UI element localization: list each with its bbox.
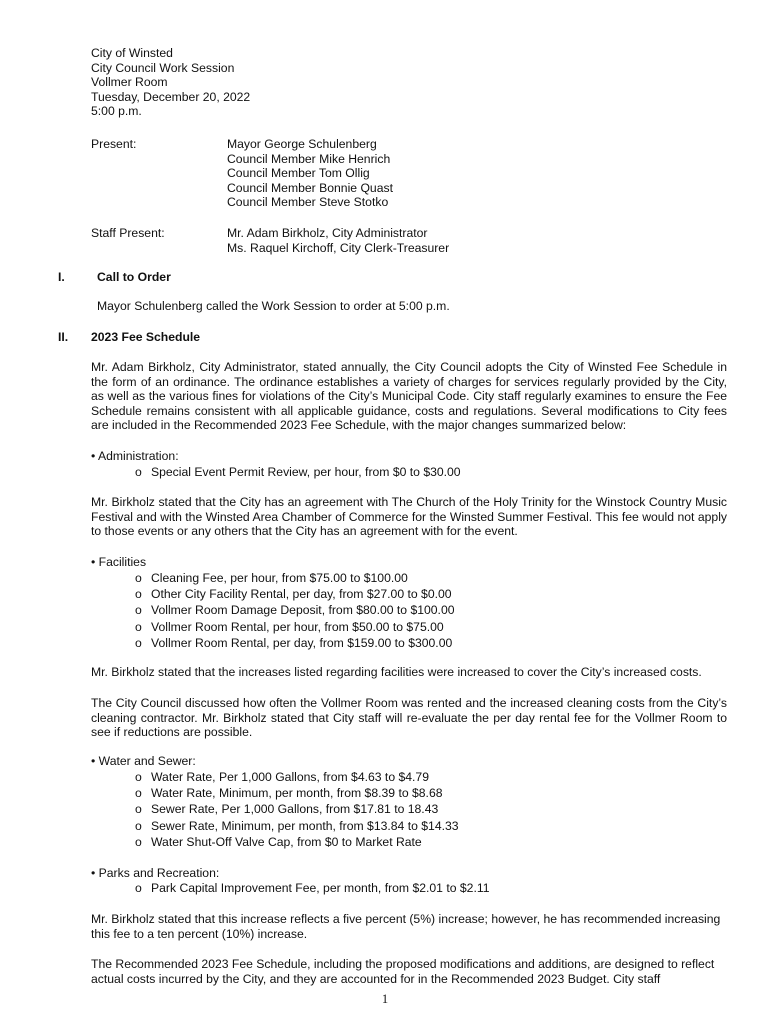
closing-paragraph: The Recommended 2023 Fee Schedule, including the proposed modifications and additions, are designed to reflect actual costs incurred by the City, and they are accounted for in the Recommended 2023 Budget. City staff bbox=[91, 957, 715, 986]
fee-change: Water Rate, Minimum, per month, from $8.39 to $8.68 bbox=[151, 786, 443, 801]
header-line: 5:00 p.m. bbox=[91, 104, 142, 119]
fee-change: Sewer Rate, Minimum, per month, from $13.84 to $14.33 bbox=[151, 818, 459, 833]
sub-bullet-marker: o bbox=[135, 465, 142, 479]
staff-list bbox=[227, 226, 449, 255]
list-item bbox=[135, 769, 459, 785]
sub-bullet-marker: o bbox=[135, 834, 142, 849]
list-item bbox=[135, 570, 455, 586]
admin-heading: • Administration: bbox=[91, 449, 179, 463]
sub-bullet-marker: o bbox=[135, 587, 142, 602]
facilities-list bbox=[135, 570, 455, 651]
sub-bullet-marker: o bbox=[135, 571, 142, 585]
water-sewer-list bbox=[135, 769, 459, 850]
fee-change: Sewer Rate, Per 1,000 Gallons, from $17.81 to 18.43 bbox=[151, 802, 439, 817]
list-item bbox=[135, 586, 455, 602]
header-line: Tuesday, December 20, 2022 bbox=[91, 89, 251, 104]
page-number: 1 bbox=[381, 992, 389, 1006]
fee-change: Vollmer Room Rental, per hour, from $50.00 to $75.00 bbox=[151, 619, 444, 634]
call-to-order-text: Mayor Schulenberg called the Work Session to order at 5:00 p.m. bbox=[97, 299, 450, 313]
list-item bbox=[135, 834, 459, 850]
list-item bbox=[135, 465, 461, 480]
list-item bbox=[135, 619, 455, 635]
sub-bullet-marker: o bbox=[135, 770, 142, 784]
sub-bullet-marker: o bbox=[135, 881, 142, 895]
fee-change: Park Capital Improvement Fee, per month, from $2.01 to $2.11 bbox=[151, 881, 490, 895]
parks-note: Mr. Birkholz stated that this increase reflects a five percent (5%) increase; however, he has recommended increasing this fee to a ten percent (10%) increase. bbox=[91, 912, 721, 941]
fee-change: Vollmer Room Damage Deposit, from $80.00 to $100.00 bbox=[151, 603, 455, 618]
attendee: Council Member Mike Henrich bbox=[227, 151, 391, 166]
facilities-note: Mr. Birkholz stated that the increases listed regarding facilities were increased to cover the City’s increased costs. bbox=[91, 665, 702, 679]
list-item bbox=[135, 785, 459, 801]
section-1-number: I. bbox=[58, 270, 65, 284]
header-line: City Council Work Session bbox=[91, 60, 235, 75]
parks-heading: • Parks and Recreation: bbox=[91, 866, 220, 880]
list-item bbox=[135, 635, 455, 651]
fee-change: Special Event Permit Review, per hour, from $0 to $30.00 bbox=[151, 465, 461, 479]
sub-bullet-marker: o bbox=[135, 635, 142, 650]
staff-label: Staff Present: bbox=[91, 226, 165, 240]
header-line: Vollmer Room bbox=[91, 75, 168, 90]
council-discussion: The City Council discussed how often the Vollmer Room was rented and the increased cleaning costs from the City’s cleaning contractor. Mr. Birkholz stated that City staff will re-evaluate the per day rental fee for the Vollmer Room to see if reductions are possible. bbox=[91, 696, 727, 740]
admin-note: Mr. Birkholz stated that the City has an agreement with The Church of the Holy Trinity for the Winstock Country Music Festival and with the Winsted Area Chamber of Commerce for the Winsted Summer Festival. This fee would not apply to those events or any others that the City has an agreement with for the event. bbox=[91, 495, 727, 539]
section-1-title: Call to Order bbox=[97, 270, 171, 284]
present-label: Present: bbox=[91, 137, 137, 151]
fee-change: Cleaning Fee, per hour, from $75.00 to $100.00 bbox=[151, 571, 408, 585]
attendee: Council Member Bonnie Quast bbox=[227, 180, 393, 195]
facilities-heading: • Facilities bbox=[91, 555, 147, 569]
attendee: Council Member Steve Stotko bbox=[227, 195, 389, 210]
water-sewer-heading: • Water and Sewer: bbox=[91, 754, 196, 768]
section-2-number: II. bbox=[58, 330, 69, 344]
fee-schedule-intro: Mr. Adam Birkholz, City Administrator, stated annually, the City Council adopts the City of Winsted Fee Schedule in the form of an ordinance. The ordinance establishes a variety of charges for services regularly provided by the City, as well as the various fines for violations of the City’s Municipal Code. City staff regularly examines to ensure the Fee Schedule remains consistent with all applicable guidance, costs and regulations. Several modifications to City fees are included in the Recommended 2023 Fee Schedule, with the major changes summarized below: bbox=[91, 360, 727, 433]
list-item bbox=[135, 881, 489, 896]
fee-change: Other City Facility Rental, per day, from $27.00 to $0.00 bbox=[151, 587, 452, 602]
attendee: Council Member Tom Ollig bbox=[227, 166, 370, 181]
fee-change: Water Rate, Per 1,000 Gallons, from $4.63 to $4.79 bbox=[151, 770, 429, 784]
staff-member: Ms. Raquel Kirchoff, City Clerk-Treasurer bbox=[227, 240, 450, 255]
staff-member: Mr. Adam Birkholz, City Administrator bbox=[227, 226, 428, 240]
admin-list bbox=[135, 465, 461, 480]
header-line: City of Winsted bbox=[91, 46, 173, 60]
list-item bbox=[135, 602, 455, 618]
sub-bullet-marker: o bbox=[135, 619, 142, 634]
parks-list bbox=[135, 881, 489, 896]
fee-change: Vollmer Room Rental, per day, from $159.00 to $300.00 bbox=[151, 635, 453, 650]
fee-change: Water Shut-Off Valve Cap, from $0 to Market Rate bbox=[151, 834, 422, 849]
sub-bullet-marker: o bbox=[135, 603, 142, 618]
list-item bbox=[135, 801, 459, 817]
sub-bullet-marker: o bbox=[135, 786, 142, 801]
sub-bullet-marker: o bbox=[135, 818, 142, 833]
section-2-title: 2023 Fee Schedule bbox=[91, 330, 201, 344]
attendee: Mayor George Schulenberg bbox=[227, 137, 377, 151]
present-list bbox=[227, 137, 393, 210]
sub-bullet-marker: o bbox=[135, 802, 142, 817]
list-item bbox=[135, 818, 459, 834]
meeting-header bbox=[91, 46, 250, 119]
